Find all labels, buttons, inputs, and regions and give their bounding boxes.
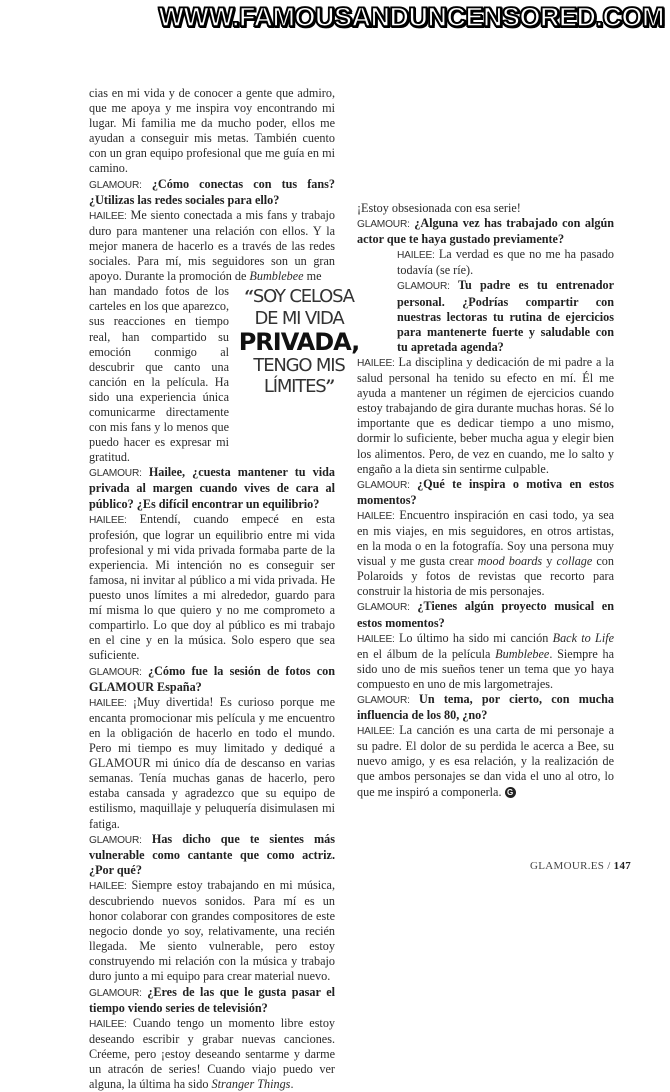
page-number: 147 xyxy=(613,860,632,872)
close-quote-icon: ” xyxy=(325,377,335,398)
open-quote-icon: “ xyxy=(244,287,253,308)
pull-quote: “SOY CELOSA DE MI VIDA PRIVADA, TENGO MIS LÍMITES” xyxy=(238,286,360,398)
question: GLAMOUR: Has dicho que te sientes más vulnerable como cantante que como actriz. ¿Por qué? xyxy=(89,831,335,877)
watermark: WWW.FAMOUSANDUNCENSORED.COM xyxy=(158,2,664,32)
question: GLAMOUR: ¿Eres de las que le gusta pasar el tiempo viendo series de televisión? xyxy=(89,984,336,1015)
question: GLAMOUR: ¿Qué te inspira o motiva en estos momentos? xyxy=(357,476,615,507)
interviewer-label: GLAMOUR: xyxy=(89,179,142,191)
question: GLAMOUR: ¿Cómo conectas con tus fans? ¿Utilizas las redes sociales para ello? xyxy=(89,176,335,207)
footer-site: GLAMOUR.ES / xyxy=(530,860,611,872)
left-column xyxy=(89,86,360,1092)
answer: HAILEE: Cuando tengo un momento libre estoy deseando escribir y grabar nuevas canciones. Créeme, pero ¡estoy deseando sentarme y darme un atracón de series! Cuando viajo puedo ver alguna, la última ha sido Stranger Things. xyxy=(89,1015,336,1092)
answer: HAILEE: Me siento conectada a mis fans y trabajo duro para mantener una relación con ellos. Y la mejor manera de hacerlo es a través de las redes sociales. Para mí, mis seguidores son un gran apoyo. Durante la promoción de Bumblebee me xyxy=(89,207,335,284)
answer: HAILEE: La disciplina y dedicación de mi padre a la salud personal ha tenido su efecto en mí. Él me ayuda a mantener un régimen de ejercicios cuando estoy trabajando de gira durante muchas horas. Sé lo importante que es dedicar tiempo a uno mismo, dormir lo suficiente, beber mucha agua y elegir bien los alimentos. Pero, de vez en cuando, me lo salto y engaño a la dieta sin sentirme culpable. xyxy=(357,354,614,476)
answer-continued: han mandado fotos de los carteles en los que aparezco, sus reacciones en tiempo real, han compartido su emoción conmigo al descubrir que canto una canción en la película. Ha sido una experiencia única comunicarme directamente con mis fans y lo menos que puedo hacer es expresar mi gratitud. xyxy=(89,284,229,465)
page-footer xyxy=(530,860,631,872)
right-column xyxy=(357,201,614,800)
question: GLAMOUR: ¿Cómo fue la sesión de fotos con GLAMOUR España? xyxy=(89,663,335,694)
answer: HAILEE: Encuentro inspiración en casi todo, ya sea en mis viajes, en mis seguidores, en otros artistas, en la moda o en la fotografía. Soy una persona muy visual y me gusta crear mood boards y collage con Polaroids y fotos de revistas que recorto para construir la historia de mis personajes. xyxy=(357,507,615,599)
indented-block xyxy=(397,247,614,355)
narrow-section xyxy=(89,284,360,465)
answer-continued: ¡Estoy obsesionada con esa serie! xyxy=(357,201,521,215)
question: GLAMOUR: Hailee, ¿cuesta mantener tu vida privada al margen cuando vives de cara al público? ¿Es difícil encontrar un equilibrio? xyxy=(89,465,335,511)
answer: HAILEE: Entendí, cuando empecé en esta profesión, que lograr un equilibrio entre mi vida profesional y mi vida privada formaba parte de la experiencia. Mi intención no es conseguir ser famosa, ni invitar al público a mi vida privada. He puesto unos límites a mi alrededor, guardo para mí misma lo que quiero y no me comprometo a compartirlo. Lo que doy al público es mi trabajo en el cine y en la música. Solo espero que sea suficiente. xyxy=(89,511,336,663)
intro-paragraph: cias en mi vida y de conocer a gente que admiro, que me apoya y me inspira voy encontrando mi lugar. Mi familia me da mucho poder, ellos me ayudan a conseguir mis metas. También cuento con un gran equipo profesional que me guía en mi camino. xyxy=(89,86,335,176)
answer: HAILEE: ¡Muy divertida! Es curioso porque me encanta promocionar mis película y me encuentro en la obligación de hacerlo en todo el mundo. Pero mi tiempo es muy limitado y dediqué a GLAMOUR mi único día de descanso en varias semanas. Tenía muchas ganas de hacerlo, pero estaba cansada y agradezco que su equipo de estilismo, maquillaje y peluquería disimulasen mi fatiga. xyxy=(89,694,336,831)
question: GLAMOUR: ¿Tienes algún proyecto musical en estos momentos? xyxy=(357,599,614,630)
interviewee-label: HAILEE: xyxy=(89,210,127,222)
glamour-end-icon: G xyxy=(505,787,516,798)
answer: HAILEE: La verdad es que no me ha pasado todavía (se ríe). xyxy=(397,247,615,278)
question: GLAMOUR: Un tema, por cierto, con mucha influencia de los 80, ¿no? xyxy=(357,692,614,723)
answer: HAILEE: Siempre estoy trabajando en mi música, descubriendo nuevos sonidos. Para mí es un honor colaborar con grandes compositores de este negocio donde yo soy, relativamente, una recién llegada. Me siento vulnerable, pero estoy construyendo mi relación con la música y trabajo duro junto a mi equipo para crear material nuevo. xyxy=(89,877,336,984)
question: GLAMOUR: Tu padre es tu entrenador personal. ¿Podrías compartir con nuestras lectoras tu rutina de ejercicios para mantenerte fuerte y saludable con tu apretada agenda? xyxy=(397,278,614,354)
answer: HAILEE: Lo último ha sido mi canción Back to Life en el álbum de la película Bumblebee. Siempre ha sido uno de mis sueños tener un tema que yo haya compuesto en uno de mis largometrajes. xyxy=(357,630,615,691)
answer: HAILEE: La canción es una carta de mi personaje a su padre. El dolor de su perdida le acerca a Bee, su nuevo amigo, y es esa relación, y la realización de que ambos personajes se dan vida el uno al otro, lo que me inspiró a componerla. G xyxy=(357,723,615,799)
question: GLAMOUR: ¿Alguna vez has trabajado con algún actor que te haya gustado previamente? xyxy=(357,216,615,247)
